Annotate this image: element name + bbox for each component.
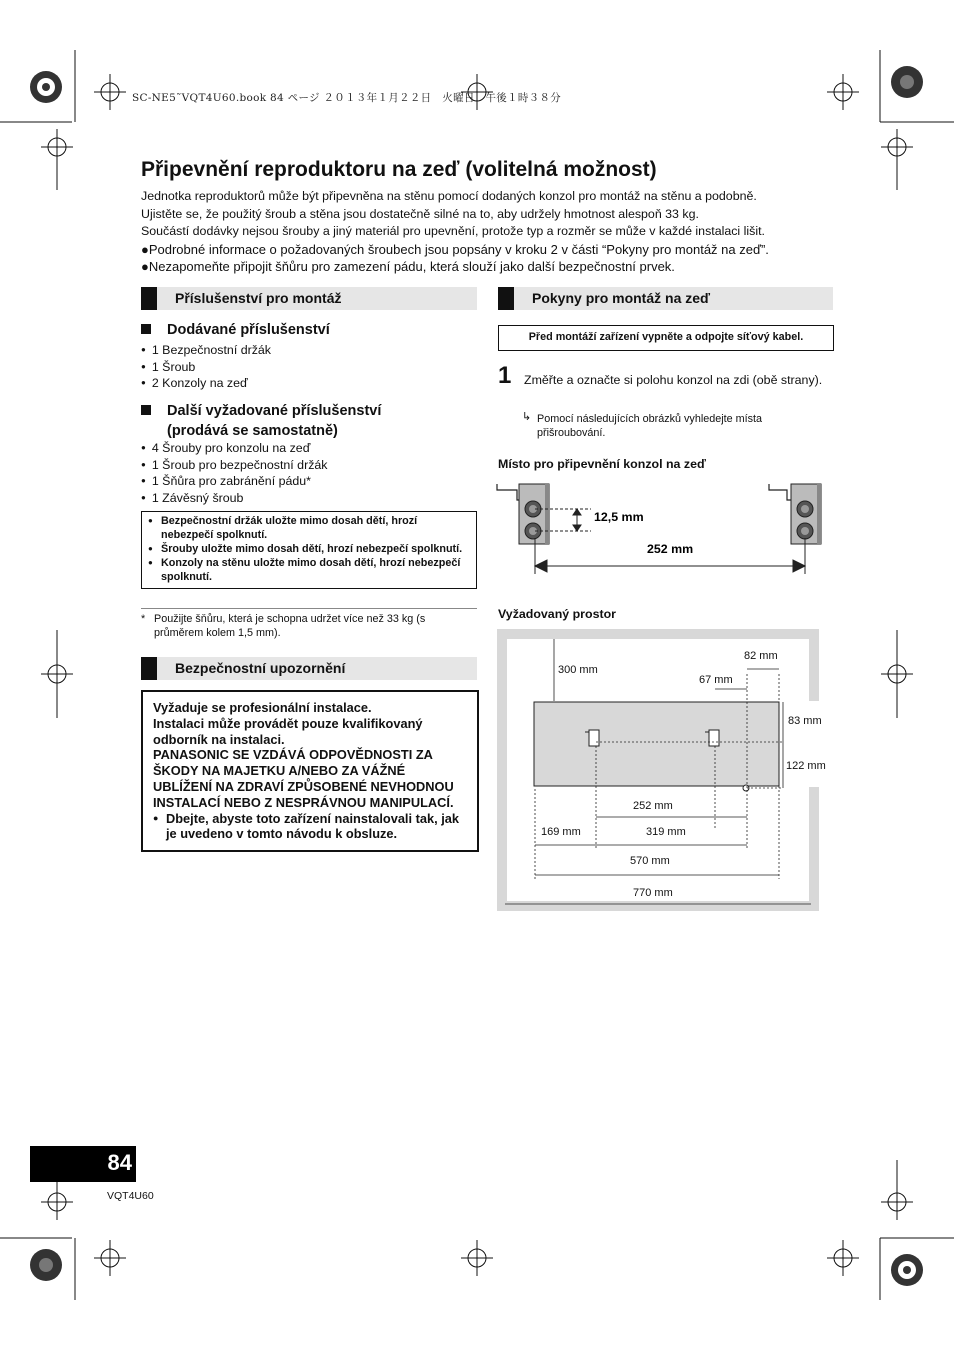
notice-box: Před montáží zařízení vypněte a odpojte síťový kabel. [498, 325, 834, 351]
document-code: VQT4U60 [107, 1190, 154, 1202]
dim-770: 770 mm [633, 887, 673, 899]
extra-heading [141, 401, 381, 441]
section-instructions [498, 287, 833, 310]
step-text: Změřte a označte si polohu konzol na zdi (obě strany). [524, 373, 823, 387]
safety-bullet: ● Dbejte, abyste toto zařízení nainstalovali tak, jak je uvedeno v tomto návodu k obsluze. [153, 810, 459, 842]
intro-line: ●Podrobné informace o požadovaných šroubech jsou popsány v kroku 2 v části “Pokyny pro montáž na zeď”. [141, 241, 769, 257]
footnote [141, 612, 471, 640]
safety-bullet-text: Dbejte, abyste toto zařízení nainstalovali tak, jak je uvedeno v tomto návodu k obsluze. [166, 810, 459, 842]
section-safety [141, 657, 477, 680]
safety-line: Instalaci může provádět pouze kvalifikovaný odborník na instalaci. [153, 715, 423, 747]
section-accessories [141, 287, 477, 310]
arrow-icon: ↳ [522, 411, 532, 423]
footnote-marker: * [141, 613, 146, 625]
intro-line: ●Nezapomeňte připojit šňůru pro zamezení pádu, která slouží jako další bezpečnostní prvek. [141, 259, 675, 274]
section-heading: Pokyny pro montáž na zeď [532, 290, 711, 306]
intro-line: Součástí dodávky nejsou šrouby a jiný materiál pro upevnění, protože typ a rozměr se může v každé instalaci lišit. [141, 224, 765, 238]
list-item: ● 1 Šňůra pro zabránění pádu* [141, 473, 328, 490]
child-warning-box [141, 511, 477, 589]
dim-319: 319 mm [646, 826, 686, 838]
extra-list [141, 440, 328, 507]
safety-line: PANASONIC SE VZDÁVÁ ODPOVĚDNOSTI ZA ŠKODY NA MAJETKU A/NEBO ZA VÁŽNÉ UBLÍŽENÍ NA ZDRAVÍ ZPŮSOBENÉ NEVHODNOU INSTALACÍ NEBO Z NESPRÁVNOU MANIPULACÍ. [153, 747, 454, 810]
supplied-list [141, 342, 271, 392]
intro-line: Ujistěte se, že použitý šroub a stěna jsou dostatečně silné na to, aby udržely hmotnost alespoň 33 kg. [141, 206, 699, 221]
warning-item: ● Konzoly na stěnu uložte mimo dosah dětí, hrozí nebezpečí spolknutí. [148, 556, 470, 584]
corner-star-top-right [891, 66, 923, 98]
list-item: ● 1 Bezpečnostní držák [141, 342, 271, 359]
space-diagram [497, 629, 826, 911]
extra-heading-text: Další vyžadované příslušenství [167, 403, 382, 419]
list-item: ● 4 Šrouby pro konzolu na zeď [141, 440, 328, 457]
intro-line: Jednotka reproduktorů může být připevněna na stěnu pomocí dodaných konzol pro montáž na stěnu a podobně. [141, 189, 757, 203]
footnote-text: Použijte šňůru, která je schopna udržet více než 33 kg (s průměrem kolem 1,5 mm). [154, 613, 426, 639]
page-number-tab [30, 1146, 136, 1182]
warning-item: ● Šrouby uložte mimo dosah dětí, hrozí nebezpečí spolknutí. [148, 542, 470, 556]
extra-heading-text-2: (prodává se samostatně) [167, 423, 338, 439]
intro-text [141, 188, 841, 276]
dim-122: 122 mm [786, 760, 826, 772]
bracket-caption: Místo pro připevnění konzol na zeď [498, 457, 706, 471]
corner-star-bottom-left [30, 1249, 62, 1281]
step-number: 1 [498, 362, 512, 389]
corner-star-top-left [30, 71, 62, 103]
horizontal-dimension: 252 mm [647, 542, 694, 556]
list-item: ● 1 Šroub [141, 359, 271, 376]
print-header: SC-NE5˜VQT4U60.book 84 ページ ２０１３年１月２２日 火曜日 午後１時３８分 [132, 92, 562, 104]
corner-star-bottom-right [891, 1254, 923, 1286]
list-item: ● 2 Konzoly na zeď [141, 375, 271, 392]
list-item: ● 1 Šroub pro bezpečnostní držák [141, 457, 328, 474]
bracket-diagram [495, 478, 835, 582]
dim-67: 67 mm [699, 674, 733, 686]
dim-83: 83 mm [788, 715, 822, 727]
section-heading: Bezpečnostní upozornění [175, 660, 346, 676]
supplied-heading-text: Dodávané příslušenství [167, 322, 330, 338]
dim-300: 300 mm [558, 664, 598, 676]
safety-box [141, 690, 479, 852]
footnote-divider [141, 608, 477, 609]
warning-item: ● Bezpečnostní držák uložte mimo dosah dětí, hrozí nebezpečí spolknutí. [148, 514, 470, 542]
step-subtext [524, 412, 814, 440]
dim-252: 252 mm [633, 800, 673, 812]
list-item: ● 1 Závěsný šroub [141, 490, 328, 507]
vertical-dimension: 12,5 mm [594, 510, 644, 524]
dim-82: 82 mm [744, 650, 778, 662]
space-caption: Vyžadovaný prostor [498, 607, 616, 621]
left-bracket [497, 484, 549, 544]
supplied-heading [141, 322, 330, 338]
step-subtext-text: Pomocí následujících obrázků vyhledejte místa přišroubování. [537, 413, 763, 439]
section-heading: Příslušenství pro montáž [175, 290, 342, 306]
page-title: Připevnění reproduktoru na zeď (volitelná možnost) [141, 158, 657, 181]
right-bracket [769, 484, 821, 544]
page-number: 84 [107, 1150, 132, 1175]
dim-169: 169 mm [541, 826, 581, 838]
safety-line: Vyžaduje se profesionální instalace. [153, 700, 372, 715]
dim-570: 570 mm [630, 855, 670, 867]
